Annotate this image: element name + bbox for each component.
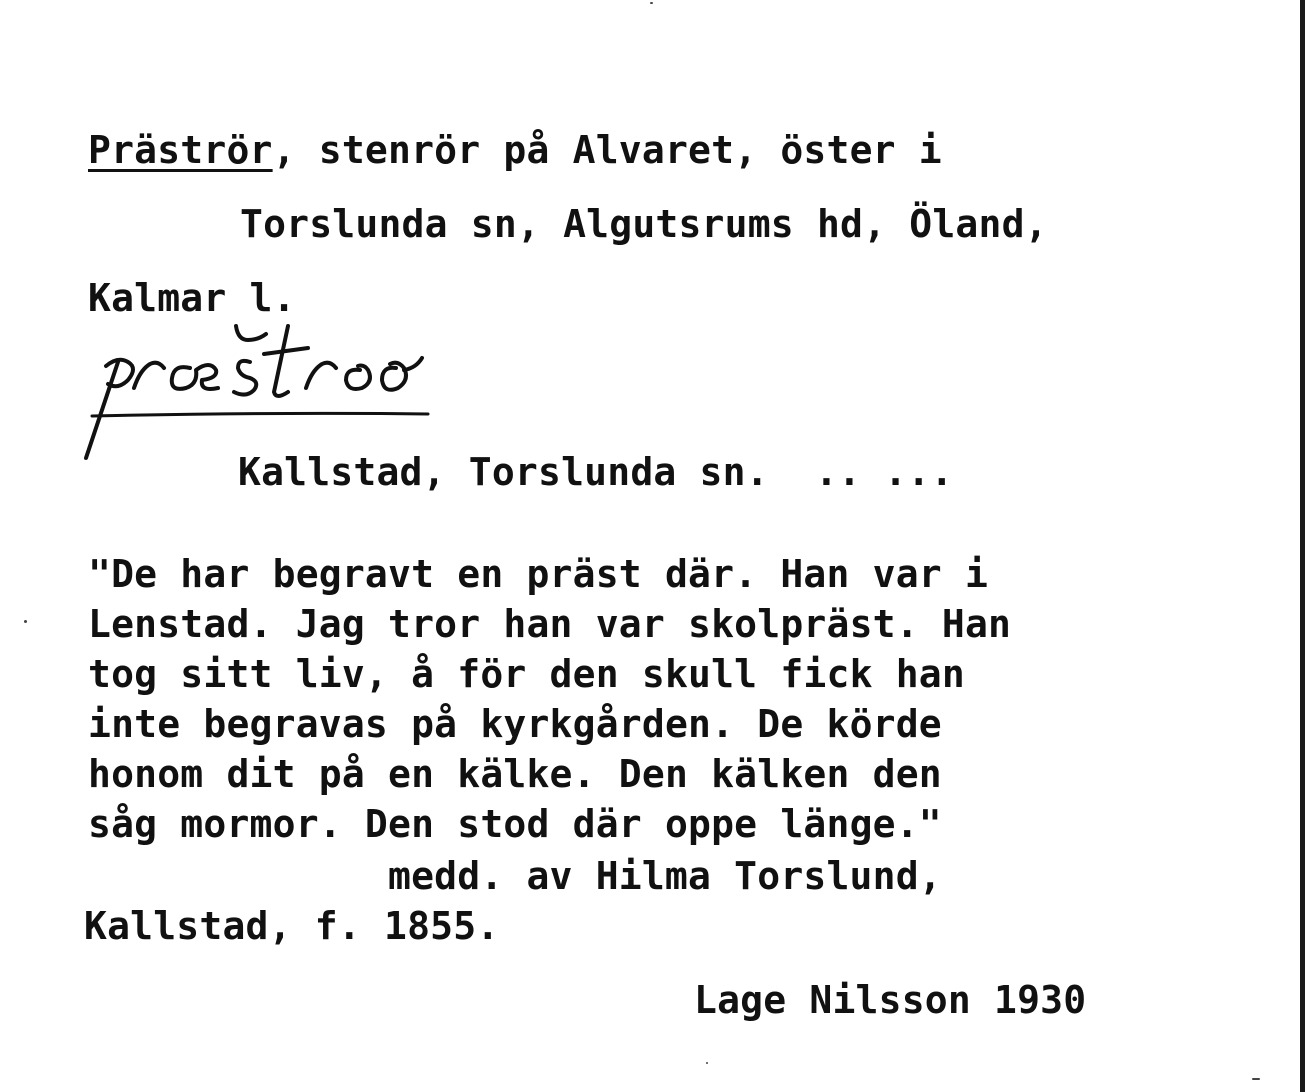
headword: Präströr <box>88 128 273 172</box>
entry-description: , stenrör på Alvaret, öster i <box>272 128 942 172</box>
quote-line: "De har begravt en präst där. Han var i <box>88 552 989 596</box>
entry-county-line: Kalmar l. <box>88 276 296 320</box>
scan-speck <box>24 620 27 623</box>
scan-speck <box>1252 1078 1260 1080</box>
collector-line: Lage Nilsson 1930 <box>694 978 1087 1022</box>
handwritten-dialect-form <box>78 318 458 468</box>
quote-line: inte begravas på kyrkgården. De körde <box>88 702 942 746</box>
quote-line: honom dit på en kälke. Den kälken den <box>88 752 942 796</box>
card-edge-line <box>1300 0 1305 1092</box>
entry-heading-line <box>88 128 942 172</box>
quote-line: Lenstad. Jag tror han var skolpräst. Han <box>88 602 1012 646</box>
scan-speck <box>650 2 653 4</box>
quote-line: tog sitt liv, å för den skull fick han <box>88 652 965 696</box>
entry-location-line: Torslunda sn, Algutsrums hd, Öland, <box>240 202 1048 246</box>
scan-speck <box>706 1062 708 1064</box>
quote-line: såg mormor. Den stod där oppe länge." <box>88 802 942 846</box>
informant-birth-line: Kallstad, f. 1855. <box>84 904 500 948</box>
locality-line: Kallstad, Torslunda sn. .. ... <box>238 450 954 494</box>
informant-line: medd. av Hilma Torslund, <box>388 854 942 898</box>
